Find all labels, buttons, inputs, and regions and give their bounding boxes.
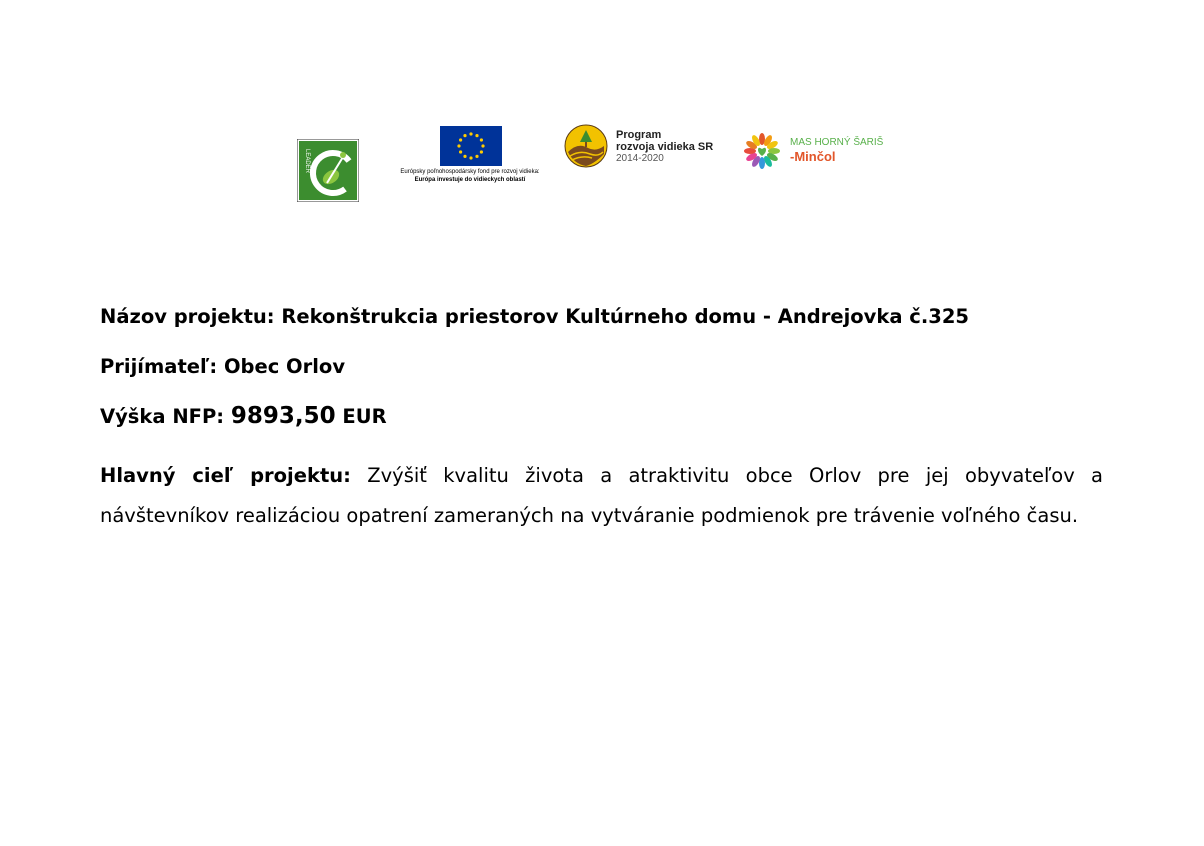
recipient-value: Obec Orlov xyxy=(223,355,346,378)
nfp-currency: EUR xyxy=(342,405,387,428)
prv-emblem-icon xyxy=(564,124,608,168)
leader-logo xyxy=(297,139,359,202)
eu-flag-icon xyxy=(440,126,502,166)
nfp-label: Výška NFP: xyxy=(100,405,225,428)
project-name-label: Názov projektu: xyxy=(100,305,275,328)
goal-value: Zvýšiť kvalitu života a atraktivitu obce Orlov pre jej obyvateľov a návštevníkov realizáciou opatrení zameraných na vytváranie podmienok pre trávenie voľného času. xyxy=(100,464,1104,527)
logo-row xyxy=(0,0,1204,210)
goal-paragraph xyxy=(100,456,1103,536)
eu-caption-line2: Európa investuje do vidieckych oblastí xyxy=(414,177,526,183)
mas-subtitle: -Minčol xyxy=(790,149,836,164)
goal-label: Hlavný cieľ projektu: xyxy=(100,464,351,487)
svg-text:LEADER: LEADER xyxy=(304,149,310,174)
prv-period: 2014-2020 xyxy=(616,153,664,164)
prv-title-line2: rozvoja vidieka SR xyxy=(616,141,714,153)
mas-flower-icon xyxy=(742,131,782,171)
prv-logo xyxy=(564,124,729,168)
project-name-row xyxy=(100,305,969,328)
eu-caption-line1: Európsky poľnohospodársky fond pre rozvoj vidieka: xyxy=(400,169,540,175)
prv-title-line1: Program xyxy=(616,129,662,141)
project-name-value: Rekonštrukcia priestorov Kultúrneho domu - Andrejovka č.325 xyxy=(281,305,969,328)
nfp-row xyxy=(100,403,387,429)
nfp-amount: 9893,50 xyxy=(230,403,336,429)
recipient-label: Prijímateľ: xyxy=(100,355,218,378)
mas-logo xyxy=(742,131,892,171)
eu-logo xyxy=(392,126,548,188)
mas-title: MAS HORNÝ ŠARIŠ xyxy=(790,137,884,148)
recipient-row xyxy=(100,355,345,378)
